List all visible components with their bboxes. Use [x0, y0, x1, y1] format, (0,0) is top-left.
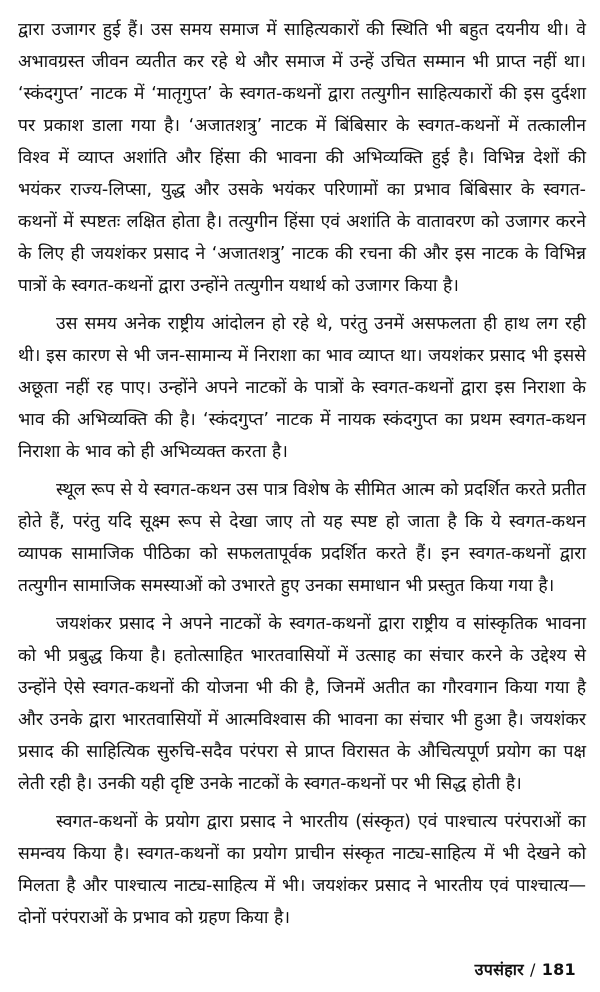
paragraph-1: द्वारा उजागर हुई हैं। उस समय समाज में साहित्यकारों की स्थिति भी बहुत दयनीय थी। वे अभावग्रस्त जीवन व्यतीत कर रहे थे और समाज में उन्हें उचित सम्मान भी प्राप्त नहीं था। ‘स्कंदगुप्त’ नाटक में ‘मातृगुप्त’ के स्वगत-कथनों द्वारा तत्युगीन साहित्यकारों की इस दुर्दशा पर प्रकाश डाला गया है। ‘अजातशत्रु’ नाटक में बिंबिसार के स्वगत-कथनों में तत्कालीन विश्व में व्याप्त अशांति और हिंसा की भावना की अभिव्यक्ति हुई है। विभिन्न देशों की भयंकर राज्य-लिप्सा, युद्ध और उसके भयंकर परिणामों का प्रभाव बिंबिसार के स्वगत-कथनों में स्पष्टतः लक्षित होता है। तत्युगीन हिंसा एवं अशांति के वातावरण को उजागर करने के लिए ही जयशंकर प्रसाद ने ‘अजातशत्रु’ नाटक की रचना की और इस नाटक के विभिन्न पात्रों के स्वगत-कथनों द्वारा उन्होंने तत्युगीन यथार्थ को उजागर किया है।	[18, 20, 586, 296]
footer-separator: /	[529, 960, 536, 979]
paragraph-2: उस समय अनेक राष्ट्रीय आंदोलन हो रहे थे, परंतु उनमें असफलता ही हाथ लग रही थी। इस कारण से भी जन-सामान्य में निराशा का भाव व्याप्त था। जयशंकर प्रसाद भी इससे अछूता नहीं रह पाए। उन्होंने अपने नाटकों के पात्रों के स्वगत-कथनों द्वारा इस निराशा के भाव की अभिव्यक्ति की है। ‘स्कंदगुप्त’ नाटक में नायक स्कंदगुप्त का प्रथम स्वगत-कथन निराशा के भाव को ही अभिव्यक्त करता है।	[18, 314, 586, 462]
page-number: 181	[541, 960, 576, 979]
page-footer	[475, 958, 576, 980]
paragraph-4: जयशंकर प्रसाद ने अपने नाटकों के स्वगत-कथनों द्वारा राष्ट्रीय व सांस्कृतिक भावना को भी प्रबुद्ध किया है। हतोत्साहित भारतवासियों में उत्साह का संचार करने के उद्देश्य से उन्होंने ऐसे स्वगत-कथनों की योजना भी की है, जिनमें अतीत का गौरवगान किया गया है और उनके द्वारा भारतवासियों में आत्मविश्वास की भावना का संचार भी हुआ है। जयशंकर प्रसाद की साहित्यिक सुरुचि-सदैव परंपरा से प्राप्त विरासत के औचित्यपूर्ण प्रयोग का पक्ष लेती रही है। उनकी यही दृष्टि उनके नाटकों के स्वगत-कथनों पर भी सिद्ध होती है।	[18, 614, 586, 794]
paragraph-3: स्थूल रूप से ये स्वगत-कथन उस पात्र विशेष के सीमित आत्म को प्रदर्शित करते प्रतीत होते हैं, परंतु यदि सूक्ष्म रूप से देखा जाए तो यह स्पष्ट हो जाता है कि ये स्वगत-कथन व्यापक सामाजिक पीठिका को सफलतापूर्वक प्रदर्शित करते हैं। इन स्वगत-कथनों द्वारा तत्युगीन सामाजिक समस्याओं को उभारते हुए उनका समाधान भी प्रस्तुत किया गया है।	[18, 480, 586, 596]
body-text	[18, 14, 586, 940]
paragraph-5: स्वगत-कथनों के प्रयोग द्वारा प्रसाद ने भारतीय (संस्कृत) एवं पाश्चात्य परंपराओं का समन्वय किया है। स्वगत-कथनों का प्रयोग प्राचीन संस्कृत नाट्य-साहित्य में भी देखने को मिलता है और पाश्चात्य नाट्य-साहित्य में भी। जयशंकर प्रसाद ने भारतीय एवं पाश्चात्य—दोनों परंपराओं के प्रभाव को ग्रहण किया है।	[18, 812, 586, 928]
footer-section-title: उपसंहार	[474, 960, 524, 979]
